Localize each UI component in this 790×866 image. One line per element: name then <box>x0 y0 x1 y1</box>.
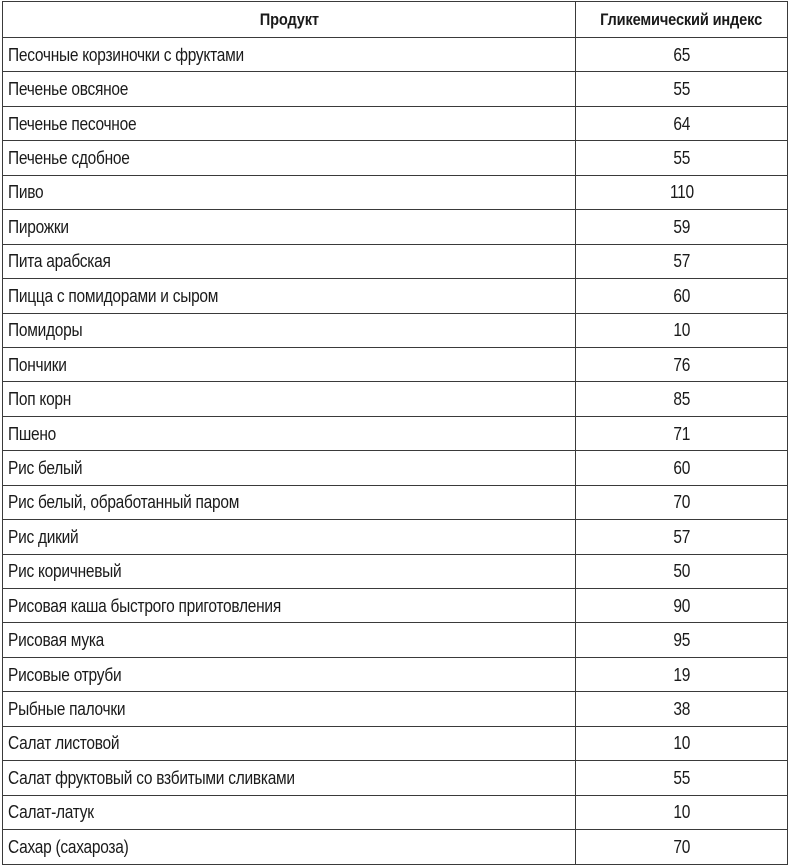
product-cell: Пшено <box>3 416 576 450</box>
glycemic-index-cell: 76 <box>576 347 788 381</box>
glycemic-index-cell: 38 <box>576 692 788 726</box>
table-row <box>3 451 788 485</box>
product-cell: Салат-латук <box>3 795 576 829</box>
table-row <box>3 623 788 657</box>
glycemic-index-cell: 60 <box>576 451 788 485</box>
glycemic-index-cell: 57 <box>576 520 788 554</box>
product-cell: Помидоры <box>3 313 576 347</box>
product-cell: Рис белый, обработанный паром <box>3 485 576 519</box>
product-cell: Рыбные палочки <box>3 692 576 726</box>
glycemic-index-cell: 55 <box>576 761 788 795</box>
product-cell: Песочные корзиночки с фруктами <box>3 38 576 72</box>
glycemic-index-cell: 110 <box>576 175 788 209</box>
table-row <box>3 244 788 278</box>
table-row <box>3 795 788 829</box>
glycemic-index-cell: 10 <box>576 313 788 347</box>
table-row <box>3 175 788 209</box>
table-row <box>3 347 788 381</box>
table-header <box>3 2 788 38</box>
product-cell: Пирожки <box>3 210 576 244</box>
glycemic-index-cell: 70 <box>576 830 788 864</box>
product-cell: Рис дикий <box>3 520 576 554</box>
table-row <box>3 382 788 416</box>
glycemic-index-cell: 59 <box>576 210 788 244</box>
glycemic-index-table <box>2 1 788 865</box>
product-cell: Печенье овсяное <box>3 72 576 106</box>
table-row <box>3 72 788 106</box>
glycemic-index-cell: 19 <box>576 657 788 691</box>
column-header-product: Продукт <box>3 2 576 38</box>
table-row <box>3 692 788 726</box>
product-cell: Пончики <box>3 347 576 381</box>
product-cell: Пита арабская <box>3 244 576 278</box>
product-cell: Сахар (сахароза) <box>3 830 576 864</box>
glycemic-index-cell: 10 <box>576 795 788 829</box>
product-cell: Рисовая каша быстрого приготовления <box>3 589 576 623</box>
glycemic-index-cell: 70 <box>576 485 788 519</box>
glycemic-index-cell: 55 <box>576 141 788 175</box>
table-body <box>3 38 788 865</box>
product-cell: Рисовые отруби <box>3 657 576 691</box>
glycemic-index-cell: 10 <box>576 726 788 760</box>
product-cell: Поп корн <box>3 382 576 416</box>
glycemic-index-cell: 60 <box>576 279 788 313</box>
product-cell: Рис белый <box>3 451 576 485</box>
table-row <box>3 485 788 519</box>
column-header-glycemic-index: Гликемический индекс <box>576 2 788 38</box>
table-row <box>3 141 788 175</box>
glycemic-index-cell: 95 <box>576 623 788 657</box>
table-row <box>3 520 788 554</box>
glycemic-index-cell: 85 <box>576 382 788 416</box>
product-cell: Салат листовой <box>3 726 576 760</box>
table-row <box>3 279 788 313</box>
table-row <box>3 761 788 795</box>
glycemic-index-cell: 50 <box>576 554 788 588</box>
product-cell: Печенье сдобное <box>3 141 576 175</box>
table-row <box>3 416 788 450</box>
glycemic-index-cell: 71 <box>576 416 788 450</box>
glycemic-index-cell: 55 <box>576 72 788 106</box>
table-row <box>3 38 788 72</box>
header-row <box>3 2 788 38</box>
table-row <box>3 106 788 140</box>
table-row <box>3 210 788 244</box>
product-cell: Рис коричневый <box>3 554 576 588</box>
glycemic-index-cell: 57 <box>576 244 788 278</box>
glycemic-index-cell: 90 <box>576 589 788 623</box>
table-row <box>3 313 788 347</box>
product-cell: Пицца с помидорами и сыром <box>3 279 576 313</box>
product-cell: Пиво <box>3 175 576 209</box>
table-row <box>3 830 788 864</box>
glycemic-index-cell: 65 <box>576 38 788 72</box>
table-row <box>3 554 788 588</box>
product-cell: Печенье песочное <box>3 106 576 140</box>
product-cell: Салат фруктовый со взбитыми сливками <box>3 761 576 795</box>
product-cell: Рисовая мука <box>3 623 576 657</box>
table-row <box>3 657 788 691</box>
glycemic-index-cell: 64 <box>576 106 788 140</box>
table-row <box>3 589 788 623</box>
table-row <box>3 726 788 760</box>
